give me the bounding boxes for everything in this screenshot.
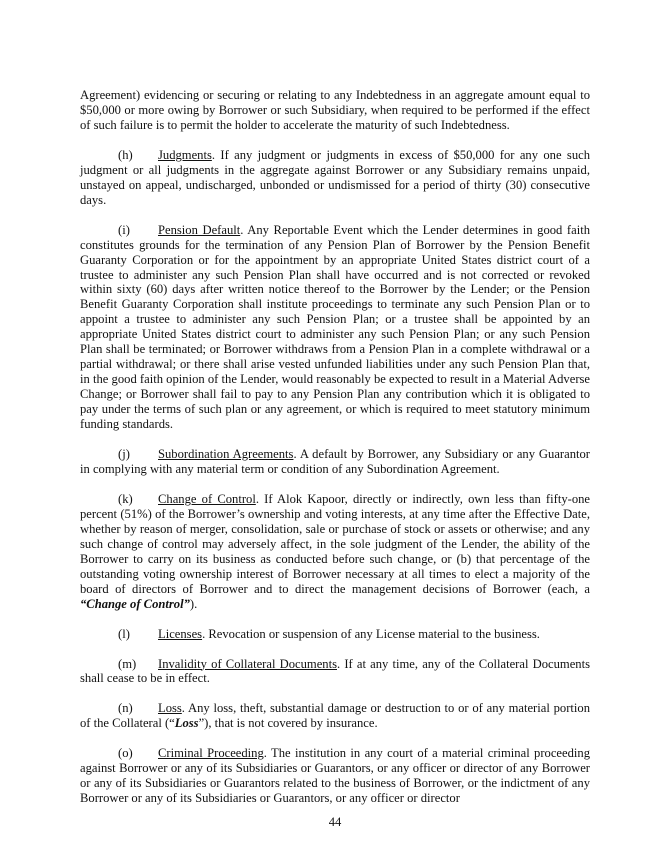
section-k-label: (k) bbox=[118, 491, 133, 506]
section-n-tail: ”), that is not covered by insurance. bbox=[198, 716, 378, 731]
section-m bbox=[80, 657, 590, 687]
section-j-label: (j) bbox=[118, 447, 130, 462]
section-i-body: . Any Reportable Event which the Lender determines in good faith constitutes grounds for the termination of any Pension Plan of Borrower by the Pension Benefit Guaranty Corporation or for the appointment by an appropriate United States district court of a trustee to administer any such Pension Plan shall have occurred and is not corrected or revoked within sixty (60) days after written notice thereof to the Borrower by the Lender; or the Pension Benefit Guaranty Corporation shall institute proceedings to terminate any such Pension Plan or to appoint a trustee to administer any such Pension Plan; or a trustee shall be appointed by an appropriate United States district court to administer any such Pension Plan; or any such Pension Plan shall be terminated; or Borrower withdraws from a Pension Plan in a complete withdrawal or a partial withdrawal; or there shall arise vested unfunded liabilities under any such Pension Plan that, in the good faith opinion of the Lender, would reasonably be expected to result in a Material Adverse Change; or Borrower shall fail to pay to any Pension Plan any contribution which it is obligated to pay under the terms of such plan or any agreement, or which is required to meet statutory minimum funding standards. bbox=[80, 222, 590, 432]
section-i-label: (i) bbox=[118, 222, 130, 237]
section-m-label: (m) bbox=[118, 656, 137, 671]
section-k-defined-term: “Change of Control” bbox=[80, 596, 190, 611]
section-n-label: (n) bbox=[118, 701, 133, 716]
section-l-heading: Licenses bbox=[158, 626, 203, 641]
section-h-heading: Judgments bbox=[158, 147, 212, 162]
section-h bbox=[80, 148, 590, 208]
section-o-heading: Criminal Proceeding bbox=[158, 746, 264, 761]
section-l-label: (l) bbox=[118, 626, 130, 641]
section-j bbox=[80, 447, 590, 477]
intro-paragraph: Agreement) evidencing or securing or relating to any Indebtedness in an aggregate amount equal to $50,000 or more owing by Borrower or such Subsidiary, when required to be performed if the effect of such failure is to permit the holder to accelerate the maturity of such Indebtedness. bbox=[80, 88, 590, 132]
section-k-body: . If Alok Kapoor, directly or indirectly, own less than fifty-one percent (51%) of the Borrower’s ownership and voting interests, at any time after the Effective Date, whether by reason of merger, consolidation, sale or purchase of stock or assets or otherwise; and any such change of control may adversely affect, in the sole judgment of the Lender, the ability of the Borrower to carry on its business as conducted before such change, or (b) that percentage of the outstanding voting ownership interest of Borrower necessary at all times to elect a majority of the board of directors of Borrower and to direct the management decisions of Borrower (each, a bbox=[80, 491, 590, 596]
section-k-tail: ). bbox=[189, 596, 198, 611]
section-n-heading: Loss bbox=[158, 701, 182, 716]
section-o bbox=[80, 746, 590, 806]
section-j-body: . A default by Borrower, any Subsidiary or any Guarantor in complying with any material term or condition of any Subordination Agreement. bbox=[80, 447, 590, 476]
section-i-heading: Pension Default bbox=[158, 222, 241, 237]
section-l bbox=[80, 627, 590, 642]
section-m-body: . If at any time, any of the Collateral Documents shall cease to be in effect. bbox=[80, 656, 590, 686]
section-n bbox=[80, 701, 590, 731]
section-m-heading: Invalidity of Collateral Documents bbox=[158, 656, 337, 671]
section-o-body: . The institution in any court of a material criminal proceeding against Borrower or any of its Subsidiaries or Guarantors, or any officer or director of any Borrower or any of its Subsidiaries or Guarantors related to the business of Borrower, or the indictment of any Borrower or any of its Subsidiaries or Guarantors, or any officer or director bbox=[80, 746, 590, 806]
section-i bbox=[80, 223, 590, 432]
section-n-defined-term: Loss bbox=[174, 716, 199, 731]
section-n-body: . Any loss, theft, substantial damage or destruction to or of any material portion of the Collateral (“ bbox=[80, 701, 590, 731]
section-k-heading: Change of Control bbox=[158, 491, 256, 506]
section-j-heading: Subordination Agreements bbox=[158, 447, 294, 462]
section-l-body: . Revocation or suspension of any License material to the business. bbox=[202, 626, 540, 641]
section-h-label: (h) bbox=[118, 147, 133, 162]
page-number: 44 bbox=[328, 815, 342, 829]
section-k bbox=[80, 492, 590, 612]
section-o-label: (o) bbox=[118, 746, 133, 761]
document-page bbox=[80, 88, 590, 806]
section-h-body: . If any judgment or judgments in excess of $50,000 for any one such judgment or all judgments in the aggregate against Borrower or any Subsidiary remains unpaid, unstayed on appeal, undischarged, unbonded or undismissed for a period of thirty (30) consecutive days. bbox=[80, 147, 590, 207]
